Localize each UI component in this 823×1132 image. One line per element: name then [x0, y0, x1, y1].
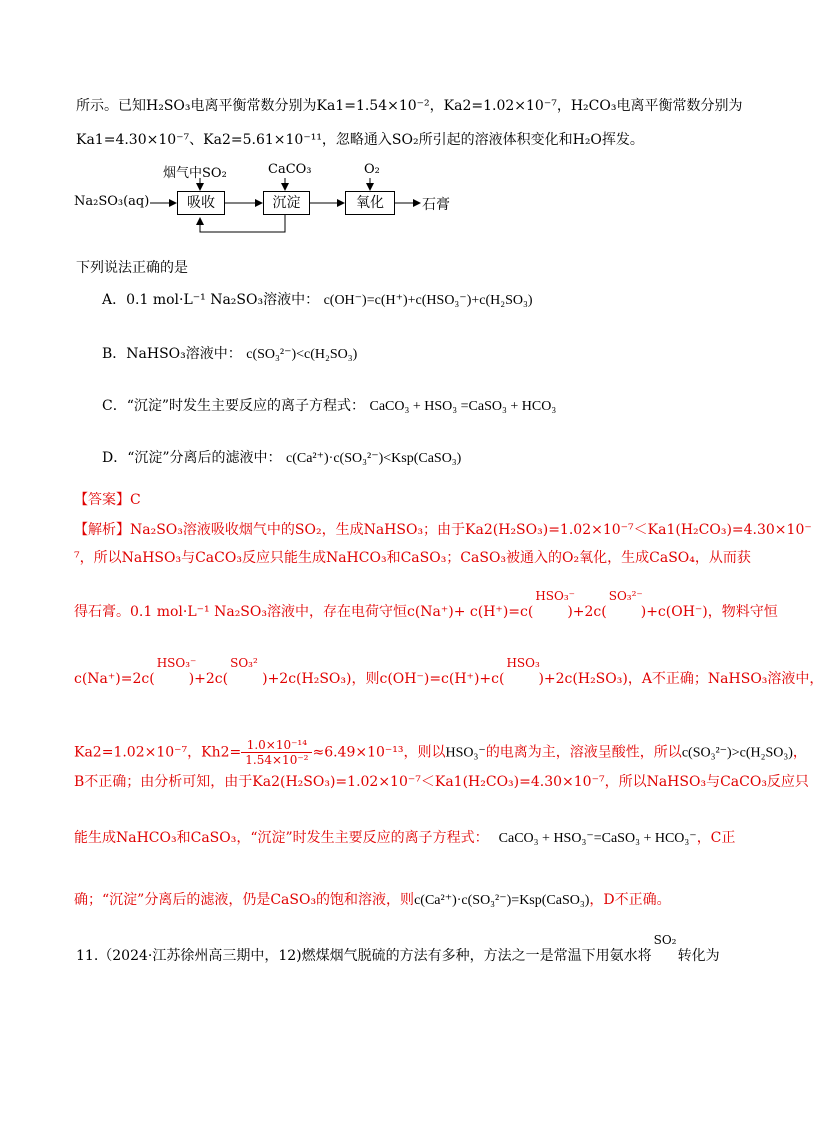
analysis-line-1: 【解析】Na₂SO₃溶液吸收烟气中的SO₂，生成NaHSO₃；由于Ka2(H₂SO₃)=1.02×10⁻⁷＜Ka1(H₂CO₃)=4.30×10⁻	[74, 522, 812, 538]
analysis-text: 的电离为主，溶液呈酸性，所以	[485, 744, 682, 761]
analysis-line-5	[74, 738, 807, 767]
kh2-fraction	[241, 738, 312, 767]
ion-label: SO₃²⁻	[608, 589, 643, 603]
option-c-label: C．“沉淀”时发生主要反应的离子方程式：	[102, 398, 366, 414]
option-b-label: B．NaHSO₃溶液中：	[102, 346, 242, 362]
option-a	[102, 290, 533, 311]
analysis-text: ，C正	[696, 830, 736, 846]
option-d	[102, 448, 461, 469]
analysis-line-4	[74, 656, 823, 689]
analysis-text: )+2c(	[567, 604, 607, 620]
next-question-tail: 转化为	[677, 948, 720, 964]
option-d-label: D．“沉淀”分离后的滤液中：	[102, 450, 282, 466]
hso3-ion: HSO₃⁻	[445, 745, 486, 761]
next-question	[76, 933, 720, 966]
analysis-text: ，	[792, 744, 807, 761]
analysis-text: )+2c(H₂SO₃)，则c(OH⁻)=c(H⁺)+c(	[262, 671, 505, 687]
oxidize-box: 氧化	[345, 191, 395, 215]
answer: 【答案】C	[74, 492, 141, 508]
analysis-text: ≈6.49×10⁻¹³，则以	[312, 744, 446, 761]
analysis-line-7	[74, 828, 735, 849]
output-gypsum-label: 石膏	[422, 197, 450, 213]
analysis-text: )+2c(	[188, 671, 229, 687]
option-a-equation: c(OH⁻)=c(H⁺)+c(HSO₃⁻)+c(H₂SO₃)	[323, 293, 533, 308]
analysis-text: ，D不正确。	[589, 892, 671, 908]
intro-line-1: 所示。已知H₂SO₃电离平衡常数分别为Ka1=1.54×10⁻²，Ka2=1.02×10⁻⁷，H₂CO₃电离平衡常数分别为	[76, 98, 743, 114]
option-b	[102, 344, 357, 365]
analysis-line-3	[74, 589, 778, 622]
ion-label: HSO₃	[506, 656, 540, 670]
analysis-text: )+c(OH⁻)，物料守恒	[640, 604, 778, 620]
analysis-text: c(Na⁺)=2c(	[74, 671, 155, 687]
question-stem: 下列说法正确的是	[76, 260, 188, 276]
option-c	[102, 396, 556, 417]
analysis-text: 能生成NaHCO₃和CaSO₃，“沉淀”时发生主要反应的离子方程式：	[74, 830, 489, 846]
analysis-line-8	[74, 890, 671, 911]
ion-label: SO₃²	[230, 656, 258, 670]
absorb-box: 吸收	[177, 191, 225, 215]
feed-caco3-label: CaCO₃	[268, 162, 312, 177]
arrow-recycle	[200, 214, 285, 232]
so2-label: SO₂	[653, 933, 677, 947]
ion-label: HSO₃⁻	[535, 589, 575, 603]
analysis-line-2: ⁷，所以NaHSO₃与CaCO₃反应只能生成NaHCO₃和CaSO₃；CaSO₃被通入的O₂氧化，生成CaSO₄，从而获	[74, 550, 751, 566]
b-relation-equation: c(SO₃²⁻)>c(H₂SO₃)	[681, 745, 793, 761]
option-b-equation: c(SO₃²⁻)<c(H₂SO₃)	[246, 347, 358, 362]
ion-label: HSO₃⁻	[156, 656, 197, 670]
feed-flue-gas-label: 烟气中SO₂	[163, 166, 227, 181]
analysis-text: )+2c(H₂SO₃)，A不正确；NaHSO₃溶液中，	[538, 671, 823, 687]
feed-o2-label: O₂	[364, 162, 380, 177]
next-question-text: 11.（2024·江苏徐州高三期中，12)燃煤烟气脱硫的方法有多种，方法之一是常温下用氨水将	[76, 948, 652, 964]
fraction-numerator: 1.0×10⁻¹⁴	[241, 738, 312, 753]
analysis-text: 确；“沉淀”分离后的滤液，仍是CaSO₃的饱和溶液，则	[74, 892, 415, 908]
option-c-equation: CaCO₃ + HSO₃ =CaSO₃ + HCO₃	[369, 399, 557, 414]
precipitate-box: 沉淀	[263, 191, 310, 215]
option-a-label: A．0.1 mol·L⁻¹ Na₂SO₃溶液中：	[102, 292, 320, 308]
analysis-line-6: B不正确；由分析可知，由于Ka2(H₂SO₃)=1.02×10⁻⁷＜Ka1(H₂CO₃)=4.30×10⁻⁷，所以NaHSO₃与CaCO₃反应只	[74, 774, 809, 790]
intro-line-2: Ka1=4.30×10⁻⁷、Ka2=5.61×10⁻¹¹，忽略通入SO₂所引起的溶液体积变化和H₂O挥发。	[76, 132, 644, 148]
analysis-text: Ka2=1.02×10⁻⁷，Kh2=	[74, 744, 242, 761]
option-d-equation: c(Ca²⁺)·c(SO₃²⁻)<Ksp(CaSO₃)	[286, 451, 462, 466]
d-ksp-equation: c(Ca²⁺)·c(SO₃²⁻)=Ksp(CaSO₃)	[414, 893, 590, 908]
c-ionic-equation: CaCO₃ + HSO₃⁻=CaSO₃ + HCO₃⁻	[498, 831, 697, 846]
fraction-denominator: 1.54×10⁻²	[245, 753, 309, 767]
input-na2so3-label: Na₂SO₃(aq)	[74, 194, 150, 209]
analysis-text: 得石膏。0.1 mol·L⁻¹ Na₂SO₃溶液中，存在电荷守恒c(Na⁺)+ c(H⁺)=c(	[74, 604, 534, 620]
